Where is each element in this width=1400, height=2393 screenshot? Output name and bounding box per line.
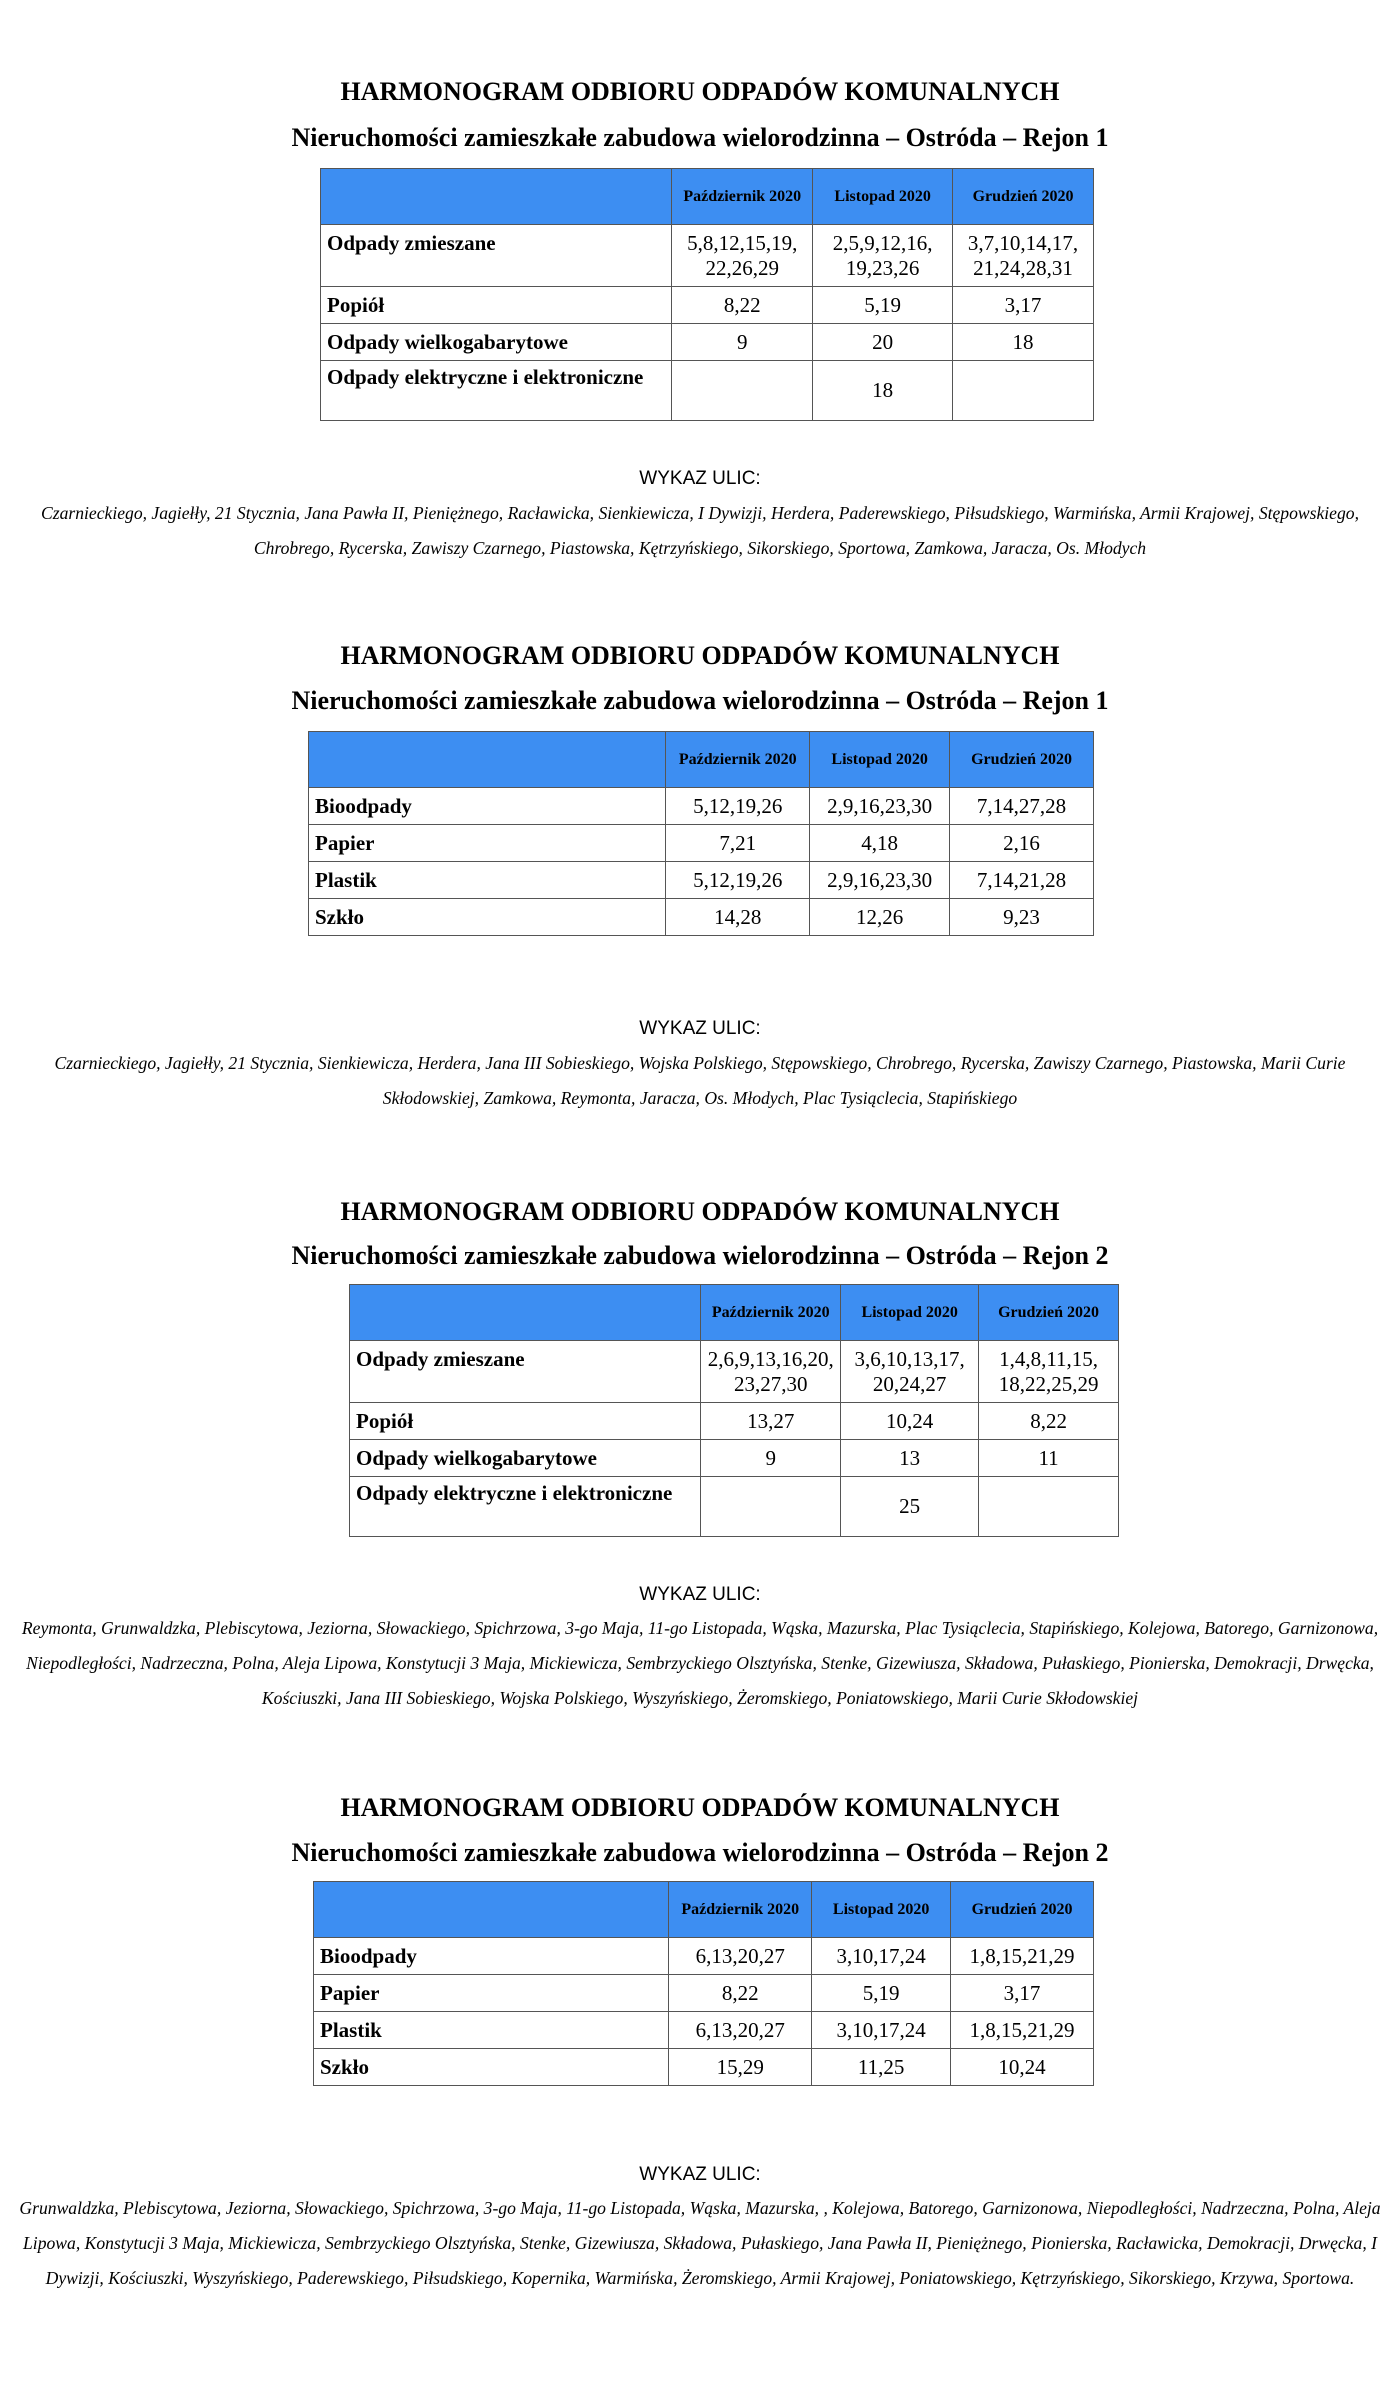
pickup-days: 13 bbox=[841, 1440, 979, 1477]
streets-heading: WYKAZ ULIC: bbox=[639, 468, 761, 489]
waste-type-label: Papier bbox=[309, 825, 666, 862]
pickup-days: 18 bbox=[953, 324, 1094, 361]
section-subtitle: Nieruchomości zamieszkałe zabudowa wielorodzinna – Ostróda – Rejon 2 bbox=[291, 1241, 1109, 1270]
month-header: Październik 2020 bbox=[669, 1882, 812, 1938]
pickup-days bbox=[979, 1477, 1119, 1537]
table-header-row bbox=[321, 169, 1094, 225]
table-row bbox=[309, 862, 1094, 899]
table-row bbox=[350, 1403, 1119, 1440]
pickup-days: 8,22 bbox=[669, 1975, 812, 2012]
pickup-days: 3,17 bbox=[953, 287, 1094, 324]
streets-heading: WYKAZ ULIC: bbox=[639, 1584, 761, 1605]
pickup-days: 14,28 bbox=[666, 899, 810, 936]
waste-type-label: Popiół bbox=[321, 287, 672, 324]
pickup-days: 5,19 bbox=[813, 287, 953, 324]
schedule-table bbox=[349, 1284, 1119, 1537]
pickup-days: 7,14,27,28 bbox=[950, 788, 1094, 825]
waste-type-label: Papier bbox=[314, 1975, 669, 2012]
streets-list: Grunwaldzka, Plebiscytowa, Jeziorna, Słowackiego, Spichrzowa, 3-go Maja, 11-go Listopada, Wąska, Mazurska, , Kolejowa, Batorego, Garnizonowa, Niepodległości, Nadrzeczna, Polna, Aleja Lipowa, Konstytucji 3 Maja, Mickiewicza, Sembrzyckiego Olsztyńska, Stenke, Gizewiusza, Składowa, Pułaskiego, Jana Pawła II, Pieniężnego, Pionierska, Racławicka, Demokracji, Drwęcka, I Dywizji, Kościuszki, Wyszyńskiego, Paderewskiego, Piłsudskiego, Kopernika, Warmińska, Żeromskiego, Armii Krajowej, Poniatowskiego, Kętrzyńskiego, Sikorskiego, Krzywa, Sportowa. bbox=[19, 2198, 1381, 2288]
section-subtitle: Nieruchomości zamieszkałe zabudowa wielorodzinna – Ostróda – Rejon 1 bbox=[291, 123, 1109, 152]
pickup-days: 7,21 bbox=[666, 825, 810, 862]
waste-type-label: Plastik bbox=[314, 2012, 669, 2049]
section-title: HARMONOGRAM ODBIORU ODPADÓW KOMUNALNYCH bbox=[340, 641, 1060, 670]
section-title: HARMONOGRAM ODBIORU ODPADÓW KOMUNALNYCH bbox=[340, 77, 1060, 106]
pickup-days: 25 bbox=[841, 1477, 979, 1537]
section-title: HARMONOGRAM ODBIORU ODPADÓW KOMUNALNYCH bbox=[340, 1197, 1060, 1226]
pickup-days: 3,10,17,24 bbox=[812, 1938, 951, 1975]
pickup-days: 2,16 bbox=[950, 825, 1094, 862]
table-row bbox=[309, 899, 1094, 936]
month-header: Listopad 2020 bbox=[813, 169, 953, 225]
waste-type-label: Plastik bbox=[309, 862, 666, 899]
table-row bbox=[321, 287, 1094, 324]
pickup-days: 8,22 bbox=[672, 287, 813, 324]
pickup-days: 4,18 bbox=[810, 825, 950, 862]
pickup-days: 1,8,15,21,29 bbox=[951, 2012, 1094, 2049]
pickup-days bbox=[672, 361, 813, 421]
month-header: Grudzień 2020 bbox=[979, 1285, 1119, 1341]
pickup-days: 1,8,15,21,29 bbox=[951, 1938, 1094, 1975]
pickup-days bbox=[953, 361, 1094, 421]
pickup-days: 8,22 bbox=[979, 1403, 1119, 1440]
pickup-days: 15,29 bbox=[669, 2049, 812, 2086]
table-row bbox=[350, 1477, 1119, 1537]
header-empty-cell bbox=[321, 169, 672, 225]
month-header: Listopad 2020 bbox=[810, 732, 950, 788]
schedule-table bbox=[313, 1881, 1094, 2086]
pickup-days: 2,6,9,13,16,20, 23,27,30 bbox=[701, 1341, 841, 1403]
pickup-days: 11,25 bbox=[812, 2049, 951, 2086]
waste-type-label: Odpady wielkogabarytowe bbox=[350, 1440, 701, 1477]
table-row bbox=[309, 825, 1094, 862]
table-row bbox=[314, 2049, 1094, 2086]
pickup-days: 2,9,16,23,30 bbox=[810, 862, 950, 899]
month-header: Listopad 2020 bbox=[841, 1285, 979, 1341]
section-title: HARMONOGRAM ODBIORU ODPADÓW KOMUNALNYCH bbox=[340, 1793, 1060, 1822]
waste-type-label: Odpady elektryczne i elektroniczne bbox=[321, 361, 672, 421]
pickup-days: 9,23 bbox=[950, 899, 1094, 936]
month-header: Listopad 2020 bbox=[812, 1882, 951, 1938]
pickup-days: 6,13,20,27 bbox=[669, 2012, 812, 2049]
table-row bbox=[350, 1341, 1119, 1403]
month-header: Październik 2020 bbox=[701, 1285, 841, 1341]
schedule-table bbox=[308, 731, 1094, 936]
waste-type-label: Bioodpady bbox=[309, 788, 666, 825]
table-row bbox=[321, 361, 1094, 421]
pickup-days: 9 bbox=[701, 1440, 841, 1477]
streets-heading: WYKAZ ULIC: bbox=[639, 2164, 761, 2185]
table-header-row bbox=[314, 1882, 1094, 1938]
month-header: Październik 2020 bbox=[672, 169, 813, 225]
waste-type-label: Odpady wielkogabarytowe bbox=[321, 324, 672, 361]
pickup-days: 10,24 bbox=[841, 1403, 979, 1440]
waste-type-label: Szkło bbox=[314, 2049, 669, 2086]
header-empty-cell bbox=[350, 1285, 701, 1341]
waste-type-label: Popiół bbox=[350, 1403, 701, 1440]
pickup-days: 9 bbox=[672, 324, 813, 361]
waste-type-label: Odpady zmieszane bbox=[321, 225, 672, 287]
table-row bbox=[314, 1975, 1094, 2012]
pickup-days: 5,8,12,15,19, 22,26,29 bbox=[672, 225, 813, 287]
header-empty-cell bbox=[309, 732, 666, 788]
header-empty-cell bbox=[314, 1882, 669, 1938]
pickup-days: 3,17 bbox=[951, 1975, 1094, 2012]
pickup-days bbox=[701, 1477, 841, 1537]
pickup-days: 3,6,10,13,17, 20,24,27 bbox=[841, 1341, 979, 1403]
table-header-row bbox=[309, 732, 1094, 788]
streets-list: Czarnieckiego, Jagiełły, 21 Stycznia, Sienkiewicza, Herdera, Jana III Sobieskiego, Wojska Polskiego, Stępowskiego, Chrobrego, Rycerska, Zawiszy Czarnego, Piastowska, Marii Curie Skłodowskiej, Zamkowa, Reymonta, Jaracza, Os. Młodych, Plac Tysiąclecia, Stapińskiego bbox=[54, 1053, 1346, 1108]
waste-type-label: Szkło bbox=[309, 899, 666, 936]
streets-heading: WYKAZ ULIC: bbox=[639, 1018, 761, 1039]
pickup-days: 13,27 bbox=[701, 1403, 841, 1440]
section-subtitle: Nieruchomości zamieszkałe zabudowa wielorodzinna – Ostróda – Rejon 1 bbox=[291, 686, 1109, 715]
table-row bbox=[321, 324, 1094, 361]
waste-type-label: Odpady zmieszane bbox=[350, 1341, 701, 1403]
month-header: Grudzień 2020 bbox=[953, 169, 1094, 225]
waste-type-label: Bioodpady bbox=[314, 1938, 669, 1975]
pickup-days: 18 bbox=[813, 361, 953, 421]
table-row bbox=[309, 788, 1094, 825]
waste-type-label: Odpady elektryczne i elektroniczne bbox=[350, 1477, 701, 1537]
pickup-days: 1,4,8,11,15, 18,22,25,29 bbox=[979, 1341, 1119, 1403]
streets-list: Reymonta, Grunwaldzka, Plebiscytowa, Jeziorna, Słowackiego, Spichrzowa, 3-go Maja, 11-go Listopada, Wąska, Mazurska, Plac Tysiąclecia, Stapińskiego, Kolejowa, Batorego, Garnizonowa, Niepodległości, Nadrzeczna, Polna, Aleja Lipowa, Konstytucji 3 Maja, Mickiewicza, Sembrzyckiego Olsztyńska, Stenke, Gizewiusza, Składowa, Pułaskiego, Pionierska, Demokracji, Drwęcka, Kościuszki, Jana III Sobieskiego, Wojska Polskiego, Wyszyńskiego, Żeromskiego, Poniatowskiego, Marii Curie Skłodowskiej bbox=[21, 1618, 1379, 1708]
pickup-days: 20 bbox=[813, 324, 953, 361]
table-header-row bbox=[350, 1285, 1119, 1341]
pickup-days: 2,5,9,12,16, 19,23,26 bbox=[813, 225, 953, 287]
pickup-days: 2,9,16,23,30 bbox=[810, 788, 950, 825]
month-header: Październik 2020 bbox=[666, 732, 810, 788]
pickup-days: 10,24 bbox=[951, 2049, 1094, 2086]
table-row bbox=[321, 225, 1094, 287]
table-row bbox=[314, 2012, 1094, 2049]
pickup-days: 6,13,20,27 bbox=[669, 1938, 812, 1975]
pickup-days: 11 bbox=[979, 1440, 1119, 1477]
streets-list: Czarnieckiego, Jagiełły, 21 Stycznia, Jana Pawła II, Pieniężnego, Racławicka, Sienkiewicza, I Dywizji, Herdera, Paderewskiego, Piłsudskiego, Warmińska, Armii Krajowej, Stępowskiego, Chrobrego, Rycerska, Zawiszy Czarnego, Piastowska, Kętrzyńskiego, Sikorskiego, Sportowa, Zamkowa, Jaracza, Os. Młodych bbox=[40, 503, 1359, 558]
pickup-days: 5,12,19,26 bbox=[666, 788, 810, 825]
section-subtitle: Nieruchomości zamieszkałe zabudowa wielorodzinna – Ostróda – Rejon 2 bbox=[291, 1838, 1109, 1867]
month-header: Grudzień 2020 bbox=[950, 732, 1094, 788]
table-row bbox=[314, 1938, 1094, 1975]
table-row bbox=[350, 1440, 1119, 1477]
pickup-days: 3,7,10,14,17, 21,24,28,31 bbox=[953, 225, 1094, 287]
pickup-days: 3,10,17,24 bbox=[812, 2012, 951, 2049]
pickup-days: 5,19 bbox=[812, 1975, 951, 2012]
pickup-days: 12,26 bbox=[810, 899, 950, 936]
month-header: Grudzień 2020 bbox=[951, 1882, 1094, 1938]
pickup-days: 5,12,19,26 bbox=[666, 862, 810, 899]
pickup-days: 7,14,21,28 bbox=[950, 862, 1094, 899]
schedule-table bbox=[320, 168, 1094, 421]
